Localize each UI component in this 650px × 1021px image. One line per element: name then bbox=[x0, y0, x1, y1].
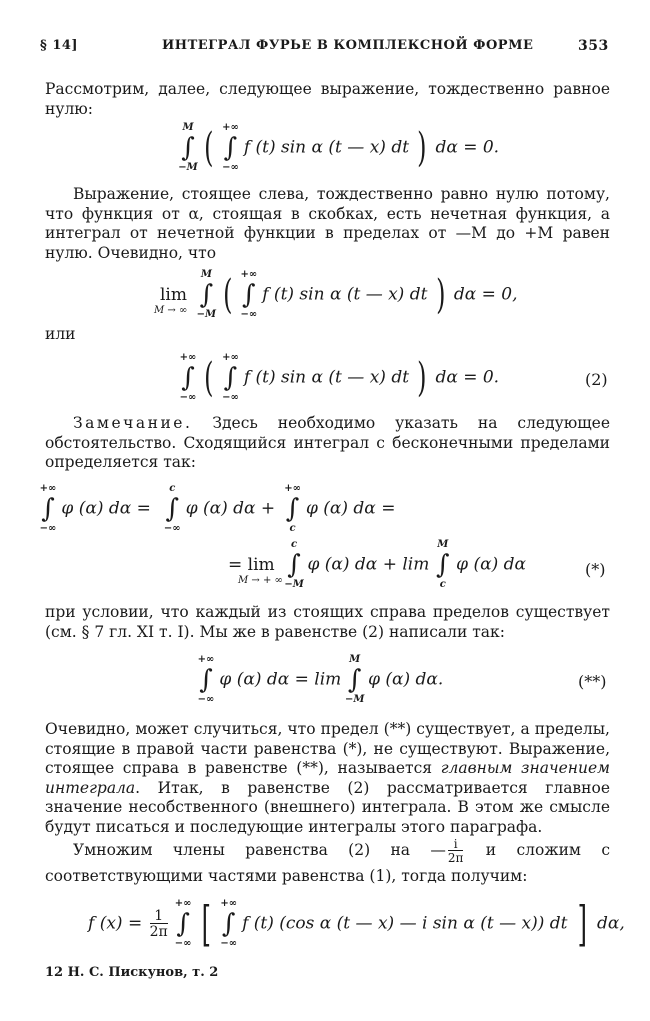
paragraph-multiply: Умножим члены равенства (2) на — $\frac{i}{2\pi}$ и сложим с соответствующими частями равенства (1), тогда получим: bbox=[45, 837, 611, 885]
equation-label-double-star: (**) bbox=[578, 672, 607, 691]
paragraph-remark: Замечание. Здесь необходимо указать на следующее обстоятельство. Сходящийся интеграл с бесконечными пределами определяется так: bbox=[45, 414, 610, 471]
paragraph-intro: Рассмотрим, далее, следующее выражение, тождественно равное нулю: bbox=[45, 80, 610, 118]
equation-label-2: (2) bbox=[585, 370, 608, 389]
equation-final: f (x) = $\frac{1}{2\pi}$ ∫ +∞ −∞ [ ∫ +∞ −∞ f (t) (cos α (t — x) — i sin α (t — x)) dt ] dα, bbox=[88, 896, 625, 952]
integrand: f (t) sin α (t — x) dt bbox=[243, 137, 410, 158]
remark-heading: Замечание. bbox=[73, 414, 193, 432]
footer-signature: 12 Н. С. Пискунов, т. 2 bbox=[45, 965, 219, 980]
fraction-i-over-2pi: $\frac{i}{2\pi}$ bbox=[447, 837, 464, 865]
equation-star-line1: ∫ +∞ −∞ φ (α) dα = ∫ c −∞ φ (α) dα + ∫ +∞ c φ (α) dα = bbox=[39, 483, 396, 534]
term-principal-value: главным значением интеграла bbox=[45, 759, 610, 797]
page-number: 353 bbox=[578, 38, 609, 54]
paragraph-explanation: Выражение, стоящее слева, тождественно равно нулю потому, что функция от α, стоящая в скобках, есть нечетная функция, а интеграл от нечетной функции в пределах от —M до +M равен нулю. Очевидно, что bbox=[45, 185, 610, 262]
equation-double-star: ∫ +∞ −∞ φ (α) dα = lim ∫ M −M φ (α) dα. bbox=[197, 654, 444, 705]
equation-1: ∫ M −M ( ∫ +∞ −∞ f (t) sin α (t — x) dt ) dα = 0. bbox=[178, 122, 500, 173]
equation-limit: lim M → ∞ ∫ M −M ( ∫ +∞ −∞ f (t) sin α (t — x) dt ) dα = 0, bbox=[154, 269, 518, 320]
integral-inner: ∫ +∞ −∞ bbox=[222, 122, 239, 173]
equation-tail: dα = 0. bbox=[435, 137, 500, 158]
paragraph-principal-value: Очевидно, может случиться, что предел (**) существует, а пределы, стоящие в правой части равенства (*), не существуют. Выражение, стоящее справа в равенстве (**), называется главным значением интеграла. Итак, в равенстве (2) рассматривается главное значение несобственного (внешнего) интеграла. В этом же смысле будут писаться и последующие интегралы этого параграфа. bbox=[45, 720, 610, 836]
running-title: ИНТЕГРАЛ ФУРЬЕ В КОМПЛЕКСНОЙ ФОРМЕ bbox=[162, 38, 534, 53]
equation-star-line2: = lim M → + ∞ ∫ c −M φ (α) dα + lim ∫ M c φ (α) dα bbox=[228, 539, 526, 590]
equation-label-star: (*) bbox=[585, 560, 606, 579]
equation-2: ∫ +∞ −∞ ( ∫ +∞ −∞ f (t) sin α (t — x) dt ) dα = 0. bbox=[179, 352, 500, 403]
section-ref: § 14] bbox=[40, 38, 79, 53]
limit-operator: lim M → ∞ bbox=[154, 284, 188, 316]
word-ili: или bbox=[45, 325, 76, 343]
paragraph-condition: при условии, что каждый из стоящих справа пределов существует (см. § 7 гл. XI т. I). Мы же в равенстве (2) написали так: bbox=[45, 603, 610, 641]
integral-outer: ∫ M −M bbox=[178, 122, 198, 173]
